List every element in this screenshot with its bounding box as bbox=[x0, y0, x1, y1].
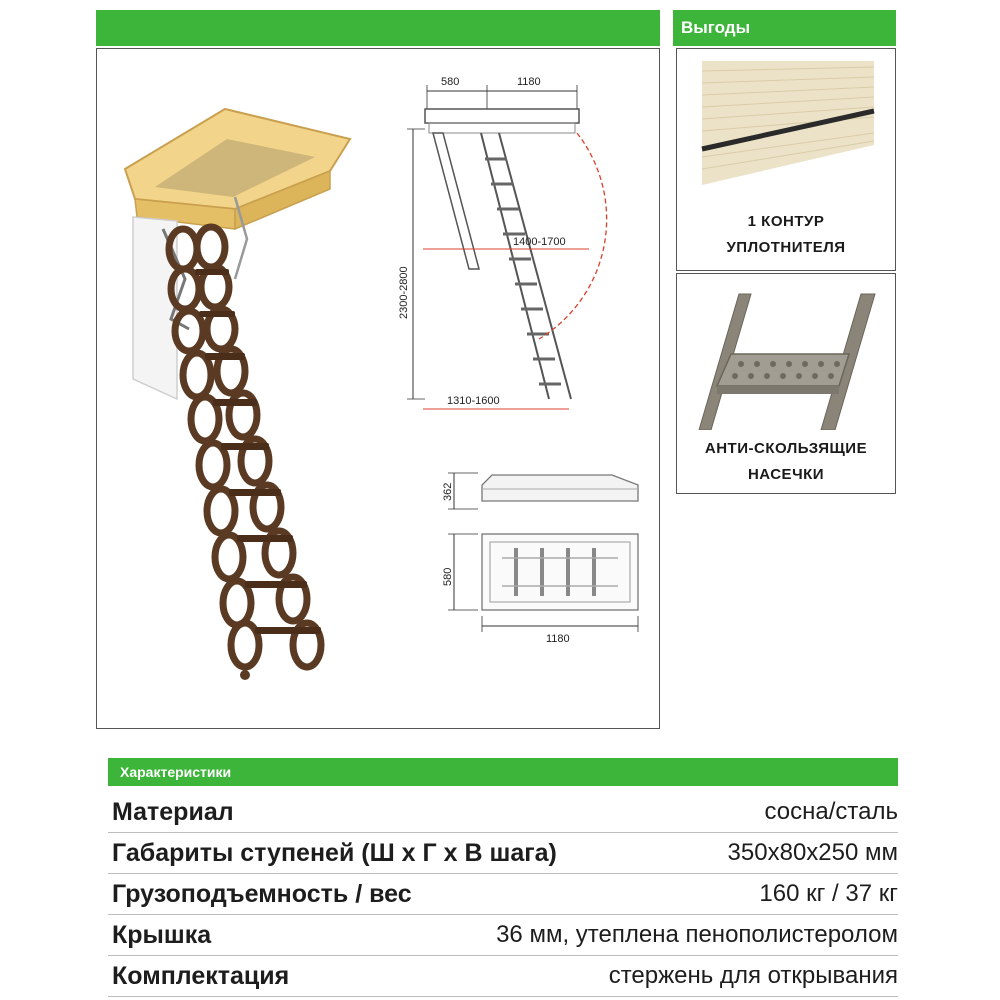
spec-row-step-dimensions bbox=[108, 833, 898, 874]
side-elevation-drawing bbox=[389, 69, 609, 414]
dim-plan-length: 1180 bbox=[546, 633, 570, 644]
step-plate bbox=[717, 354, 849, 386]
dim-height: 2300-2800 bbox=[398, 266, 410, 319]
spec-value: 160 кг / 37 кг bbox=[759, 880, 898, 907]
spec-value: 350x80x250 мм bbox=[727, 839, 898, 866]
spec-value: 36 мм, утеплена пенополистеролом bbox=[496, 921, 898, 948]
spec-label: Комплектация bbox=[112, 961, 290, 990]
benefit-antislip-caption-line1: АНТИ-СКОЛЬЗЯЩИЕ bbox=[704, 440, 868, 457]
dim-plan-width: 580 bbox=[442, 567, 454, 586]
spec-label: Габариты ступеней (Ш х Г х В шага) bbox=[112, 838, 557, 867]
benefit-seal-caption-line2: УПЛОТНИТЕЛЯ bbox=[726, 239, 846, 256]
benefit-seal-caption bbox=[677, 209, 895, 261]
benefits-header-bar bbox=[673, 10, 896, 46]
folded-side-drawing bbox=[442, 459, 662, 529]
top-header-bar bbox=[96, 10, 660, 46]
benefit-antislip-caption bbox=[677, 436, 895, 488]
antislip-step-image bbox=[697, 290, 877, 430]
ladder-photo bbox=[115, 79, 415, 719]
benefit-seal-caption-line1: 1 КОНТУР bbox=[747, 213, 825, 230]
spec-label: Крышка bbox=[112, 920, 212, 949]
specs-title: Характеристики bbox=[120, 764, 232, 780]
specs-header-bar bbox=[108, 758, 898, 786]
dim-top-right: 1180 bbox=[517, 76, 541, 88]
dim-bottom: 1310-1600 bbox=[447, 395, 500, 407]
dim-top-left: 580 bbox=[441, 76, 460, 88]
spec-row-kit bbox=[108, 956, 898, 997]
plan-view-drawing bbox=[442, 524, 662, 644]
dim-box-height: 362 bbox=[442, 482, 454, 501]
product-panel bbox=[96, 48, 660, 729]
spec-value: сосна/сталь bbox=[764, 798, 898, 825]
benefit-antislip-card bbox=[676, 273, 896, 494]
benefit-antislip-caption-line2: НАСЕЧКИ bbox=[747, 466, 825, 483]
spec-label: Материал bbox=[112, 797, 234, 826]
spec-value: стержень для открывания bbox=[608, 962, 898, 989]
benefit-seal-card bbox=[676, 48, 896, 271]
spec-row-lid bbox=[108, 915, 898, 956]
seal-contour-image bbox=[698, 57, 876, 187]
specs-table bbox=[108, 792, 898, 997]
benefits-title: Выгоды bbox=[681, 18, 751, 37]
spec-label: Грузоподъемность / вес bbox=[112, 879, 412, 908]
spec-row-load-weight bbox=[108, 874, 898, 915]
spec-row-material bbox=[108, 792, 898, 833]
dim-mid: 1400-1700 bbox=[513, 236, 566, 248]
